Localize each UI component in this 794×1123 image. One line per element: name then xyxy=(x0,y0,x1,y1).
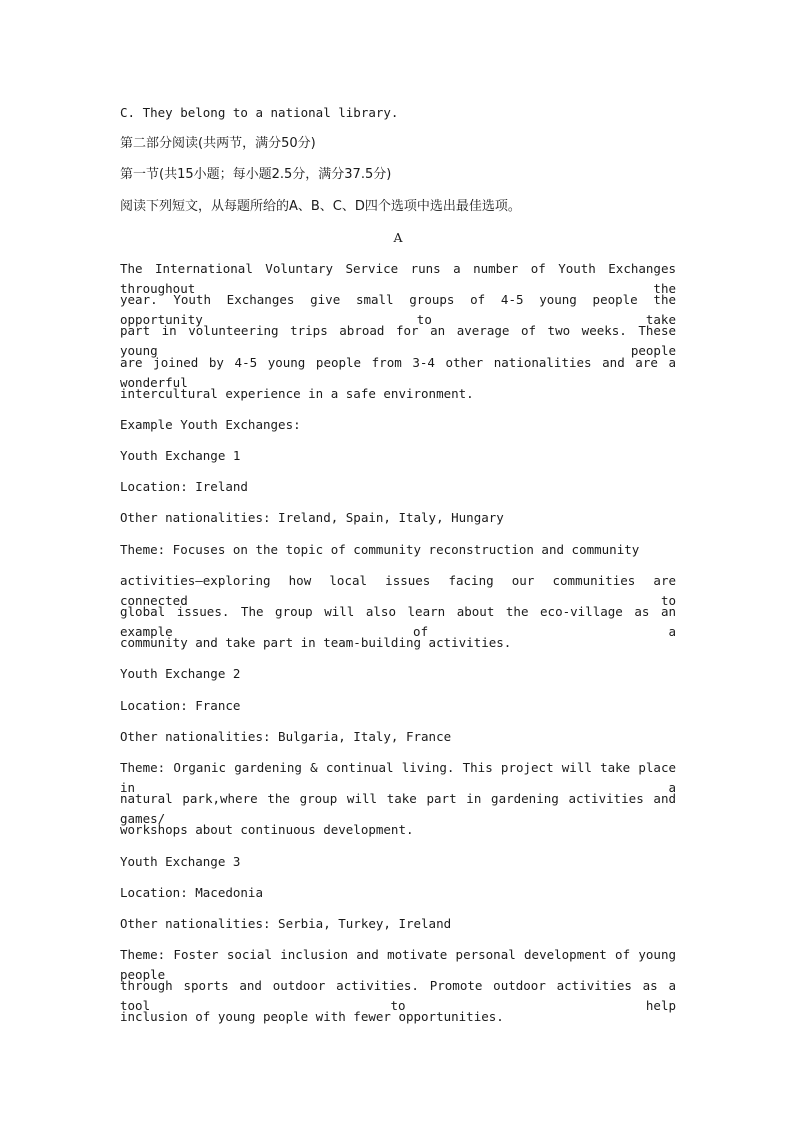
text-line: Theme: Foster social inclusion and motivate personal development of young people xyxy=(120,947,676,983)
text-line: Example Youth Exchanges: xyxy=(120,416,301,432)
text-line: Theme: Organic gardening & continual living. This project will take place in a xyxy=(120,759,676,795)
section-heading: A xyxy=(393,229,403,245)
text-line: 第一节(共15小题；每小题2.5分，满分37.5分) xyxy=(120,167,392,183)
text-line: intercultural experience in a safe environment. xyxy=(120,385,474,401)
text-line: through sports and outdoor activities. Promote outdoor activities as a tool to help xyxy=(120,978,676,1014)
text-line: global issues. The group will also learn about the eco-village as an example of a xyxy=(120,604,676,639)
text-line: 第二部分阅读(共两节，满分50分) xyxy=(120,136,316,152)
text-line: Other nationalities: Serbia, Turkey, Ireland xyxy=(120,915,452,931)
text-line: inclusion of young people with fewer opportunities. xyxy=(120,1009,504,1025)
text-line: natural park,where the group will take part in gardening activities and games/ xyxy=(120,791,676,827)
text-line: Other nationalities: Bulgaria, Italy, France xyxy=(120,728,452,744)
text-line: Location: France xyxy=(120,697,241,713)
text-line: year. Youth Exchanges give small groups of 4-5 young people the opportunity to take xyxy=(120,292,676,328)
text-line: Youth Exchange 2 xyxy=(120,666,241,682)
text-line: workshops about continuous development. xyxy=(120,822,414,838)
text-line: part in volunteering trips abroad for an average of two weeks. These young people xyxy=(120,323,676,359)
text-line: 阅读下列短文，从每题所给的A、B、C、D四个选项中选出最佳选项。 xyxy=(120,198,521,214)
text-line: C. They belong to a national library. xyxy=(120,105,399,120)
text-line: The International Voluntary Service runs a number of Youth Exchanges throughout the xyxy=(120,260,676,296)
text-line: community and take part in team-building activities. xyxy=(120,635,512,651)
text-line: Location: Ireland xyxy=(120,479,248,495)
text-line: activities—exploring how local issues facing our communities are connected to xyxy=(120,572,676,608)
text-line: Location: Macedonia xyxy=(120,884,263,900)
text-line: Other nationalities: Ireland, Spain, Italy, Hungary xyxy=(120,510,504,526)
text-line: Youth Exchange 3 xyxy=(120,853,241,869)
text-line: are joined by 4-5 young people from 3-4 other nationalities and are a wonderful xyxy=(120,354,676,390)
document-page xyxy=(120,103,676,1039)
text-line: Theme: Focuses on the topic of community reconstruction and community xyxy=(120,541,640,557)
text-line: Youth Exchange 1 xyxy=(120,448,241,464)
